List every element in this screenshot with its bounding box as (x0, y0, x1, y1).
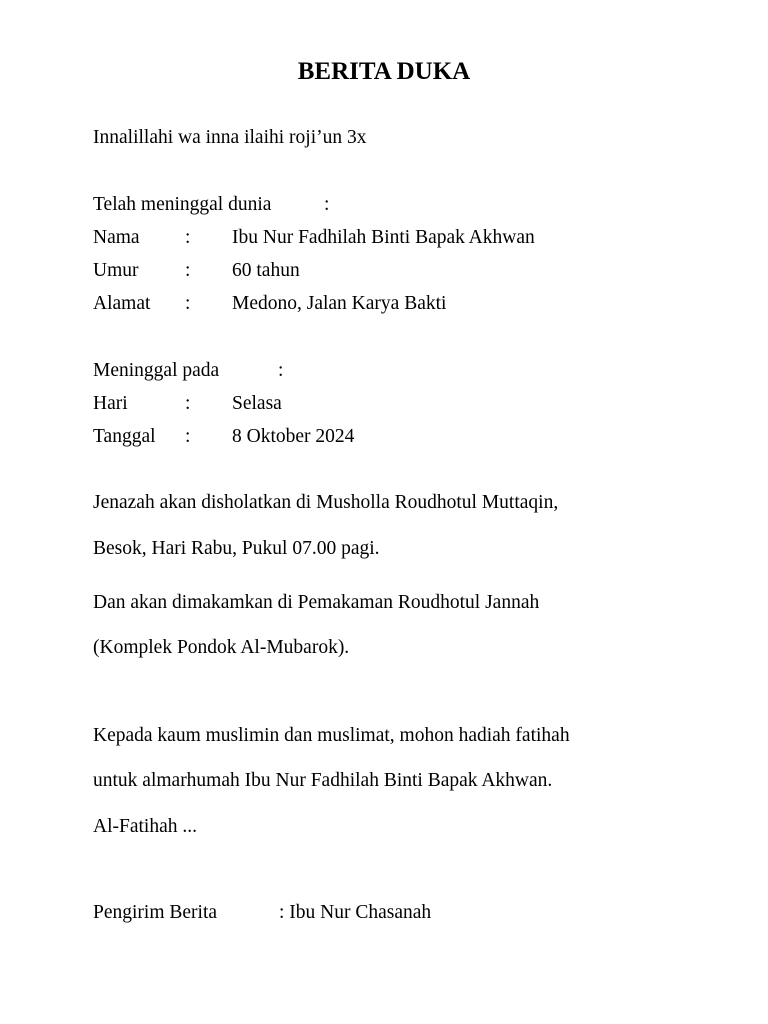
colon-nama: : (185, 227, 191, 248)
deceased-heading: Telah meninggal dunia (93, 194, 272, 215)
sender-value: : Ibu Nur Chasanah (279, 902, 432, 923)
value-umur: 60 tahun (232, 260, 300, 281)
date-heading-colon: : (278, 360, 284, 381)
prayer-line-1: Jenazah akan disholatkan di Musholla Roudhotul Muttaqin, (93, 492, 559, 513)
deceased-heading-colon: : (324, 194, 330, 215)
burial-line-2: (Komplek Pondok Al-Mubarok). (93, 637, 350, 658)
prayer-line-2: Besok, Hari Rabu, Pukul 07.00 pagi. (93, 538, 380, 559)
document-title: BERITA DUKA (297, 58, 471, 85)
value-tanggal: 8 Oktober 2024 (232, 426, 355, 447)
label-nama: Nama (93, 227, 140, 248)
label-alamat: Alamat (93, 293, 151, 314)
label-tanggal: Tanggal (93, 426, 156, 447)
date-heading: Meninggal pada (93, 360, 220, 381)
burial-line-1: Dan akan dimakamkan di Pemakaman Roudhotul Jannah (93, 592, 540, 613)
request-line-2: untuk almarhumah Ibu Nur Fadhilah Binti Bapak Akhwan. (93, 770, 553, 791)
sender-label: Pengirim Berita (93, 902, 218, 923)
colon-tanggal: : (185, 426, 191, 447)
label-hari: Hari (93, 393, 128, 414)
value-nama: Ibu Nur Fadhilah Binti Bapak Akhwan (232, 227, 535, 248)
request-line-3: Al-Fatihah ... (93, 816, 197, 837)
value-alamat: Medono, Jalan Karya Bakti (232, 293, 447, 314)
colon-hari: : (185, 393, 191, 414)
opening-line: Innalillahi wa inna ilaihi roji’un 3x (93, 127, 367, 148)
colon-alamat: : (185, 293, 191, 314)
value-hari: Selasa (232, 393, 282, 414)
label-umur: Umur (93, 260, 139, 281)
colon-umur: : (185, 260, 191, 281)
request-line-1: Kepada kaum muslimin dan muslimat, mohon hadiah fatihah (93, 725, 570, 746)
